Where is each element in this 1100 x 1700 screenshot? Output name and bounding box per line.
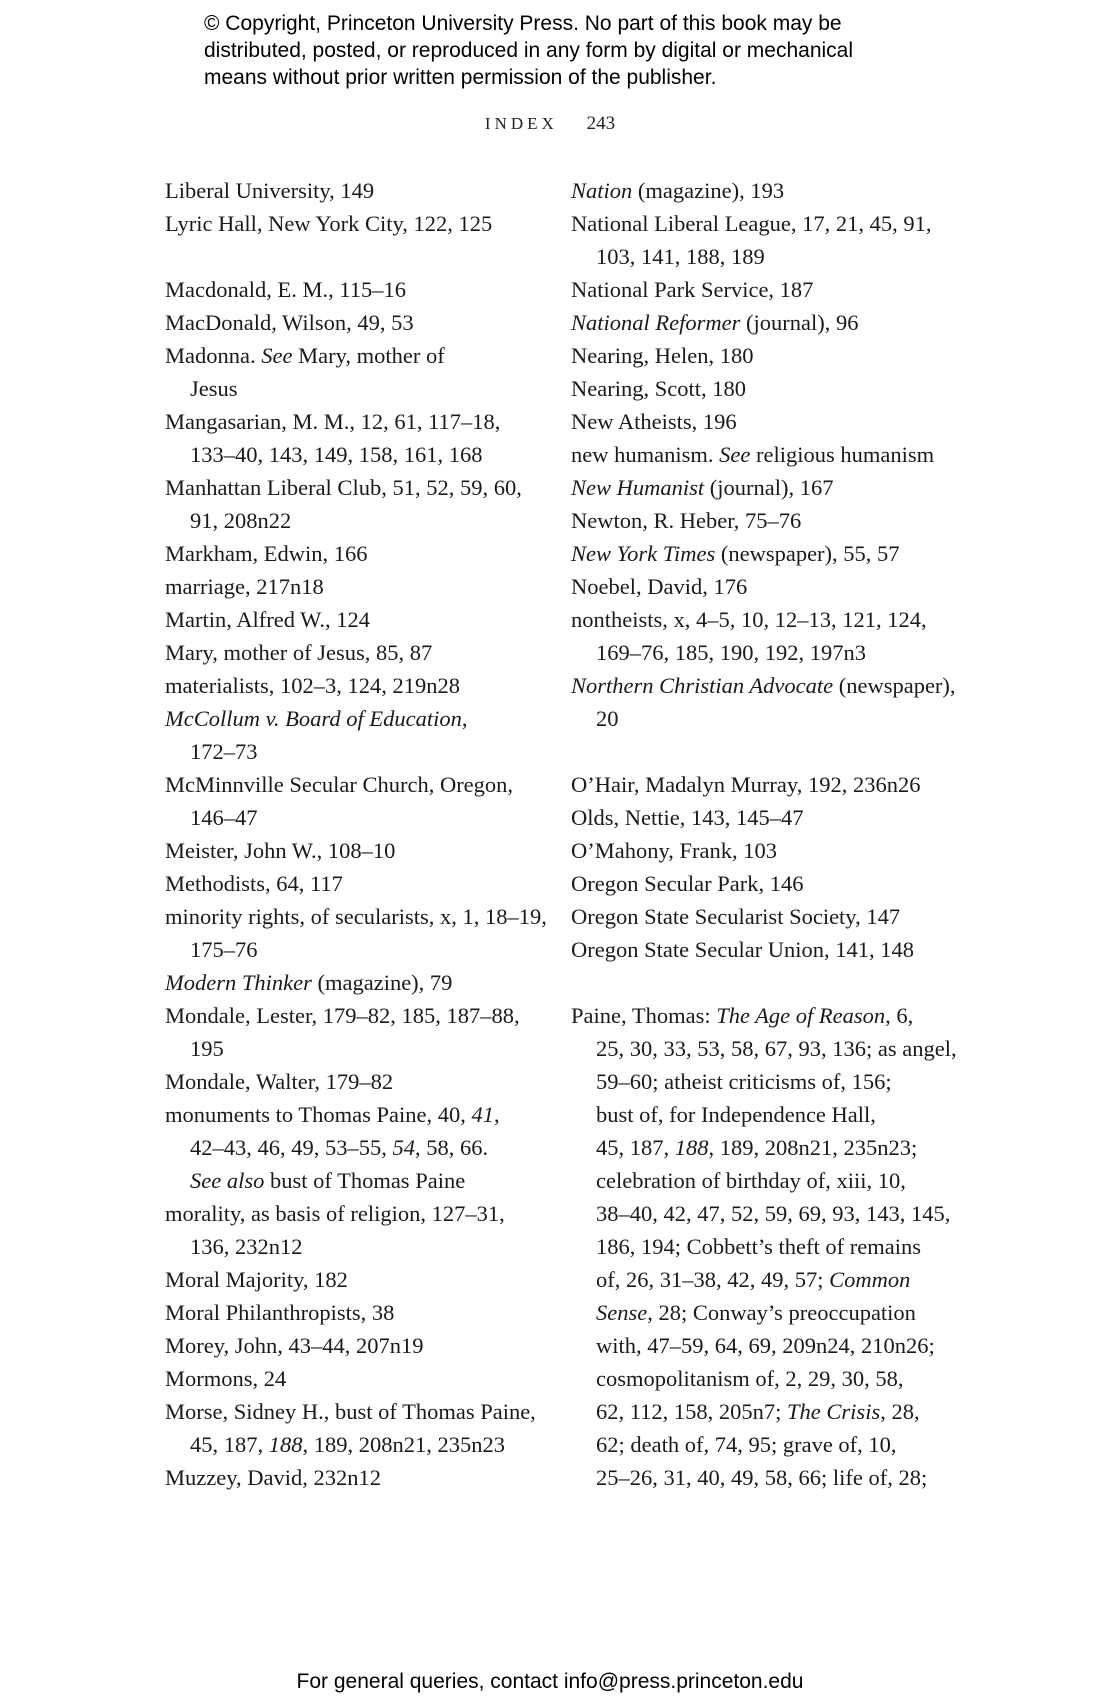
index-spacer bbox=[571, 735, 961, 768]
index-entry-continuation: 136, 232n12 bbox=[190, 1234, 303, 1259]
index-entry-continuation: bust of, for Independence Hall, bbox=[596, 1102, 876, 1127]
index-entry: National Park Service, 187 bbox=[571, 277, 814, 302]
index-entry-continuation: 146–47 bbox=[190, 805, 258, 830]
index-entry: Mary, mother of Jesus, 85, 87 bbox=[165, 640, 433, 665]
index-entry: Madonna. See Mary, mother of bbox=[165, 343, 445, 368]
index-entry: MacDonald, Wilson, 49, 53 bbox=[165, 310, 414, 335]
index-entry-continuation: 25–26, 31, 40, 49, 58, 66; life of, 28; bbox=[596, 1465, 928, 1490]
copyright-notice bbox=[204, 10, 944, 91]
index-entry: Lyric Hall, New York City, 122, 125 bbox=[165, 211, 493, 236]
index-entry: morality, as basis of religion, 127–31, bbox=[165, 1201, 505, 1226]
index-entry: Mondale, Walter, 179–82 bbox=[165, 1069, 394, 1094]
index-spacer bbox=[165, 240, 555, 273]
copyright-line: © Copyright, Princeton University Press. No part of this book may be bbox=[204, 12, 842, 35]
index-entry-continuation: Sense, 28; Conway’s preoccupation bbox=[596, 1300, 916, 1325]
index-entry: nontheists, x, 4–5, 10, 12–13, 121, 124, bbox=[571, 607, 927, 632]
index-entry: Newton, R. Heber, 75–76 bbox=[571, 508, 802, 533]
index-entry-continuation: 103, 141, 188, 189 bbox=[596, 244, 765, 269]
index-entry: National Liberal League, 17, 21, 45, 91, bbox=[571, 211, 932, 236]
index-entry: Paine, Thomas: The Age of Reason, 6, bbox=[571, 1003, 914, 1028]
index-entry: Oregon State Secularist Society, 147 bbox=[571, 904, 901, 929]
index-entry-continuation: 42–43, 46, 49, 53–55, 54, 58, 66. bbox=[190, 1135, 489, 1160]
index-column-right bbox=[571, 174, 961, 1494]
index-entry: Liberal University, 149 bbox=[165, 178, 375, 203]
index-entry: Noebel, David, 176 bbox=[571, 574, 748, 599]
index-entry: Muzzey, David, 232n12 bbox=[165, 1465, 381, 1490]
index-entry: Morse, Sidney H., bust of Thomas Paine, bbox=[165, 1399, 536, 1424]
index-entry-continuation: 45, 187, 188, 189, 208n21, 235n23; bbox=[596, 1135, 918, 1160]
index-entry-continuation: with, 47–59, 64, 69, 209n24, 210n26; bbox=[596, 1333, 935, 1358]
index-entry-continuation: Jesus bbox=[190, 376, 238, 401]
index-entry-continuation: 20 bbox=[596, 706, 619, 731]
index-entry-continuation: 169–76, 185, 190, 192, 197n3 bbox=[596, 640, 866, 665]
index-entry-continuation: 62, 112, 158, 205n7; The Crisis, 28, bbox=[596, 1399, 920, 1424]
index-entry-continuation: of, 26, 31–38, 42, 49, 57; Common bbox=[596, 1267, 911, 1292]
index-entry-continuation: 91, 208n22 bbox=[190, 508, 292, 533]
running-head bbox=[0, 113, 1100, 135]
index-entry-continuation: 172–73 bbox=[190, 739, 258, 764]
index-entry-continuation: See also bust of Thomas Paine bbox=[190, 1168, 466, 1193]
index-entry: minority rights, of secularists, x, 1, 18–19, bbox=[165, 904, 547, 929]
index-entry: New York Times (newspaper), 55, 57 bbox=[571, 541, 900, 566]
running-head-label: INDEX bbox=[484, 114, 558, 133]
index-entry: National Reformer (journal), 96 bbox=[571, 310, 859, 335]
index-entry-continuation: 45, 187, 188, 189, 208n21, 235n23 bbox=[190, 1432, 505, 1457]
index-entry: McCollum v. Board of Education, bbox=[165, 706, 468, 731]
index-entry: Methodists, 64, 117 bbox=[165, 871, 343, 896]
index-entry: Markham, Edwin, 166 bbox=[165, 541, 368, 566]
index-column-left bbox=[165, 174, 555, 1494]
index-entry: Martin, Alfred W., 124 bbox=[165, 607, 370, 632]
index-entry-continuation: 195 bbox=[190, 1036, 224, 1061]
index-spacer bbox=[571, 966, 961, 999]
index-entry: Mangasarian, M. M., 12, 61, 117–18, bbox=[165, 409, 501, 434]
index-entry: Northern Christian Advocate (newspaper), bbox=[571, 673, 956, 698]
index-entry: new humanism. See religious humanism bbox=[571, 442, 935, 467]
index-entry: O’Mahony, Frank, 103 bbox=[571, 838, 778, 863]
index-entry: Nation (magazine), 193 bbox=[571, 178, 785, 203]
index-entry: Mormons, 24 bbox=[165, 1366, 287, 1391]
index-entry: Mondale, Lester, 179–82, 185, 187–88, bbox=[165, 1003, 520, 1028]
index-entry: Manhattan Liberal Club, 51, 52, 59, 60, bbox=[165, 475, 522, 500]
index-entry: materialists, 102–3, 124, 219n28 bbox=[165, 673, 460, 698]
index-entry: Nearing, Helen, 180 bbox=[571, 343, 754, 368]
page-number: 243 bbox=[586, 113, 616, 134]
index-entry: Olds, Nettie, 143, 145–47 bbox=[571, 805, 804, 830]
index-entry: Moral Majority, 182 bbox=[165, 1267, 348, 1292]
index-entry-continuation: 62; death of, 74, 95; grave of, 10, bbox=[596, 1432, 897, 1457]
copyright-line: means without prior written permission of the publisher. bbox=[204, 66, 717, 89]
index-entry: New Humanist (journal), 167 bbox=[571, 475, 834, 500]
index-entry: Nearing, Scott, 180 bbox=[571, 376, 746, 401]
index-entry: Moral Philanthropists, 38 bbox=[165, 1300, 395, 1325]
index-entry: Macdonald, E. M., 115–16 bbox=[165, 277, 407, 302]
copyright-line: distributed, posted, or reproduced in any form by digital or mechanical bbox=[204, 39, 854, 62]
index-entry: Modern Thinker (magazine), 79 bbox=[165, 970, 453, 995]
index-entry-continuation: 133–40, 143, 149, 158, 161, 168 bbox=[190, 442, 483, 467]
index-entry: Oregon State Secular Union, 141, 148 bbox=[571, 937, 915, 962]
index-entry: Meister, John W., 108–10 bbox=[165, 838, 396, 863]
index-entry: Morey, John, 43–44, 207n19 bbox=[165, 1333, 424, 1358]
footer-contact: For general queries, contact info@press.princeton.edu bbox=[296, 1670, 804, 1693]
index-entry-continuation: cosmopolitanism of, 2, 29, 30, 58, bbox=[596, 1366, 904, 1391]
index-entry-continuation: 25, 30, 33, 53, 58, 67, 93, 136; as angel, bbox=[596, 1036, 957, 1061]
index-entry-continuation: 175–76 bbox=[190, 937, 258, 962]
index-entry-continuation: 38–40, 42, 47, 52, 59, 69, 93, 143, 145, bbox=[596, 1201, 951, 1226]
index-entry: New Atheists, 196 bbox=[571, 409, 737, 434]
index-entry: monuments to Thomas Paine, 40, 41, bbox=[165, 1102, 500, 1127]
index-entry: O’Hair, Madalyn Murray, 192, 236n26 bbox=[571, 772, 921, 797]
index-entry-continuation: 186, 194; Cobbett’s theft of remains bbox=[596, 1234, 921, 1259]
index-entry: McMinnville Secular Church, Oregon, bbox=[165, 772, 514, 797]
index-entry: Oregon Secular Park, 146 bbox=[571, 871, 804, 896]
index-entry: marriage, 217n18 bbox=[165, 574, 324, 599]
index-entry-continuation: 59–60; atheist criticisms of, 156; bbox=[596, 1069, 892, 1094]
index-entry-continuation: celebration of birthday of, xiii, 10, bbox=[596, 1168, 906, 1193]
